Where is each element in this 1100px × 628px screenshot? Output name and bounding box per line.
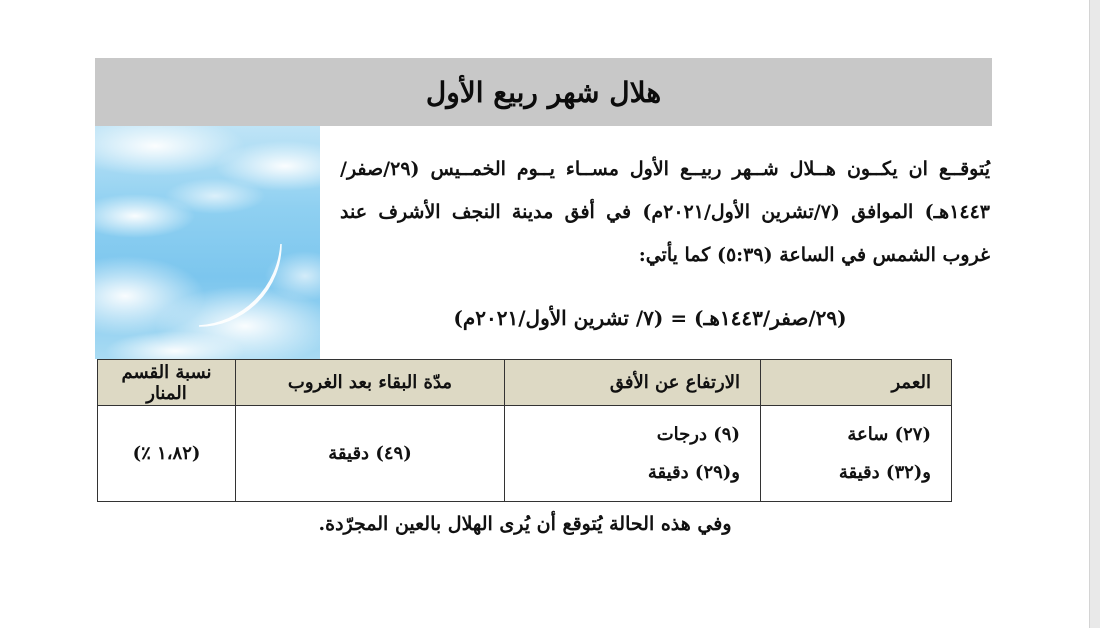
cell-age — [761, 406, 952, 502]
footer-note: وفي هذه الحالة يُتوقع أن يُرى الهلال بالعين المجرّدة. — [318, 513, 732, 535]
header-duration: مدّة البقاء بعد الغروب — [236, 360, 505, 406]
table-row — [98, 406, 952, 502]
cell-duration: (٤٩) دقيقة — [236, 406, 505, 502]
moon-data-table — [97, 359, 952, 502]
page-title: هلال شهر ربيع الأول — [425, 75, 662, 109]
scrollbar-edge — [1089, 0, 1100, 628]
altitude-minutes: و(٢٩) دقيقة — [647, 461, 740, 483]
cell-altitude — [505, 406, 761, 502]
table-header-row — [98, 360, 952, 406]
date-equivalence: (٢٩/صفر/١٤٤٣هـ) = (٧/ تشرين الأول/٢٠٢١م) — [453, 306, 847, 330]
crescent-moon-sky-icon — [95, 126, 320, 359]
altitude-degrees: (٩) درجات — [656, 423, 740, 445]
header-altitude: الارتفاع عن الأفق — [505, 360, 761, 406]
forecast-paragraph: يُتوقــع ان يكــون هــلال شــهر ربيــع الأول مســاء يــوم الخمــيس (٢٩/صفر/١٤٤٣هـ) الموافق (٧/تشرين الأول/٢٠٢١م) في أفق مدينة النجف الأشرف عند غروب الشمس في الساعة (٥:٣٩) كما يأتي: — [340, 158, 991, 266]
header-illumination: نسبة القسم المنار — [98, 360, 236, 406]
title-bar — [95, 58, 992, 126]
cell-illumination: (١،٨٢ ٪) — [98, 406, 236, 502]
age-hours: (٢٧) ساعة — [847, 423, 931, 445]
header-age: العمر — [761, 360, 952, 406]
age-minutes: و(٣٢) دقيقة — [838, 461, 931, 483]
